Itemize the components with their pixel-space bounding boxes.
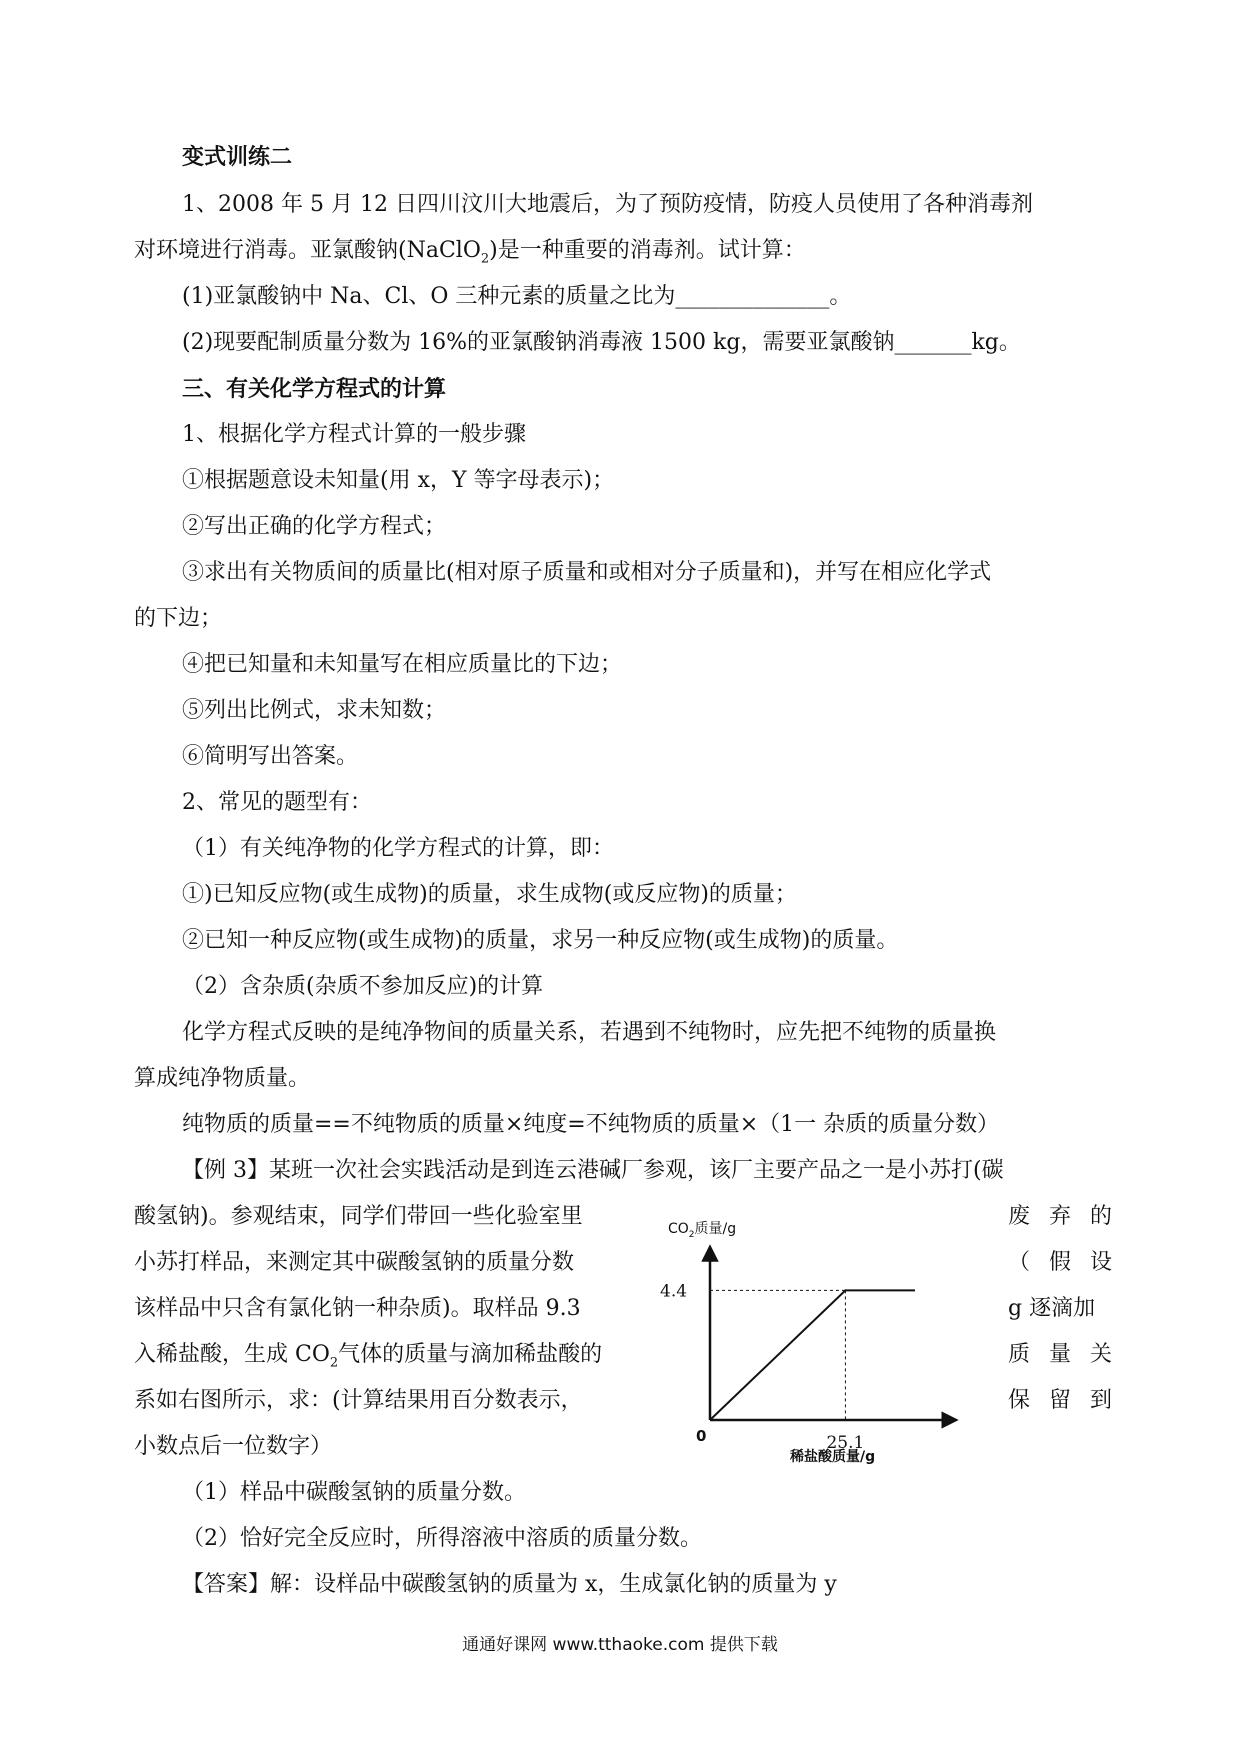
type-2: （2）含杂质(杂质不参加反应)的计算 [182,974,544,999]
q1-part-2: (2)现要配制质量分数为 16%的亚氯酸钠消毒液 1500 kg，需要亚氯酸钠_______kg。 [182,330,1021,355]
step-4: ④把已知量和未知量写在相应质量比的下边； [182,652,623,677]
type-1-b: ②已知一种反应物(或生成物)的质量，求另一种反应物(或生成物)的质量。 [182,928,899,953]
chart-x-axis-label: 稀盐酸质量/g [790,1449,876,1465]
steps-title: 1、根据化学方程式计算的一般步骤 [182,422,526,447]
impurity-line-1: 化学方程式反映的是纯净物间的质量关系，若遇到不纯物时，应先把不纯物的质量换 [182,1020,997,1045]
chart-series-line [710,1290,915,1420]
example3-row1-right: 废 弃 的 [1008,1204,1112,1229]
example3-row2-left: 小苏打样品，来测定其中碳酸氢钠的质量分数 [134,1250,575,1275]
example3-row3-left: 该样品中只含有氯化钠一种杂质)。取样品 9.3 [134,1296,581,1321]
q1-intro-2a: 对环境进行消毒。亚氯酸钠(NaClO [134,238,481,263]
step-1: ①根据题意设未知量(用 x，Y 等字母表示)； [182,468,615,493]
example3-row1-left: 酸氢钠)。参观结束，同学们带回一些化验室里 [134,1204,583,1229]
example3-row5-right: 保 留 到 [1008,1388,1112,1413]
example3-row5-left: 系如右图所示，求：(计算结果用百分数表示， [134,1388,583,1413]
example3-question-2: （2）恰好完全反应时，所得溶液中溶质的质量分数。 [182,1526,702,1551]
q1-subscript: 2 [480,251,490,267]
q1-part-1: (1)亚氯酸钠中 Na、Cl、O 三种元素的质量之比为______________。 [182,284,852,309]
example3-row4-right: 质 量 关 [1008,1342,1112,1367]
chart-x-tick-label: 25.1 [826,1433,865,1453]
chart-y-tick-label: 4.4 [660,1281,688,1302]
step-3: ③求出有关物质间的质量比(相对原子质量和或相对分子质量和)，并写在相应化学式 [182,560,992,585]
example3-line-1: 【例 3】某班一次社会实践活动是到连云港碱厂参观，该厂主要产品之一是小苏打(碳 [182,1158,1004,1183]
example3-answer: 【答案】解：设样品中碳酸氢钠的质量为 x，生成氯化钠的质量为 y [182,1572,837,1597]
example3-question-1: （1）样品中碳酸氢钠的质量分数。 [182,1480,526,1505]
q1-intro-line-2 [134,236,806,266]
example3-row6-left: 小数点后一位数字） [134,1434,333,1459]
step-3-cont: 的下边； [134,606,223,631]
step-5: ⑤列出比例式，求未知数； [182,698,447,723]
types-title: 2、常见的题型有： [182,790,372,815]
co2-mass-chart [640,1215,980,1475]
step-6: ⑥简明写出答案。 [182,744,359,769]
section3-heading: 三、有关化学方程式的计算 [182,376,447,402]
type-1: （1）有关纯净物的化学方程式的计算，即： [182,836,614,861]
type-1-a: ①)已知反应物(或生成物)的质量，求生成物(或反应物)的质量； [182,882,797,907]
step-2: ②写出正确的化学方程式； [182,514,447,539]
example3-row2-right: （ 假 设 [1008,1250,1112,1275]
chart-origin-label: 0 [696,1427,707,1445]
example3-row4-left: 入稀盐酸，生成 $CO_2$气体的质量与滴加稀盐酸的 [134,1342,603,1371]
q1-intro-2b: )是一种重要的消毒剂。试计算： [489,238,806,263]
q1-intro-line-1: 1、2008 年 5 月 12 日四川汶川大地震后，为了预防疫情，防疫人员使用了各种消毒剂 [182,192,1033,217]
variant-heading: 变式训练二 [182,144,293,170]
example3-row3-right: g 逐滴加 [1008,1296,1096,1321]
chart-y-axis-label: $CO_2$质量/g [668,1221,737,1240]
impurity-line-2: 算成纯净物质量。 [134,1066,311,1091]
footer-source: 通通好课网 www.tthaoke.com 提供下载 [462,1635,778,1655]
purity-formula: 纯物质的质量==不纯物质的质量×纯度=不纯物质的质量×（1一 杂质的质量分数） [182,1112,1000,1137]
